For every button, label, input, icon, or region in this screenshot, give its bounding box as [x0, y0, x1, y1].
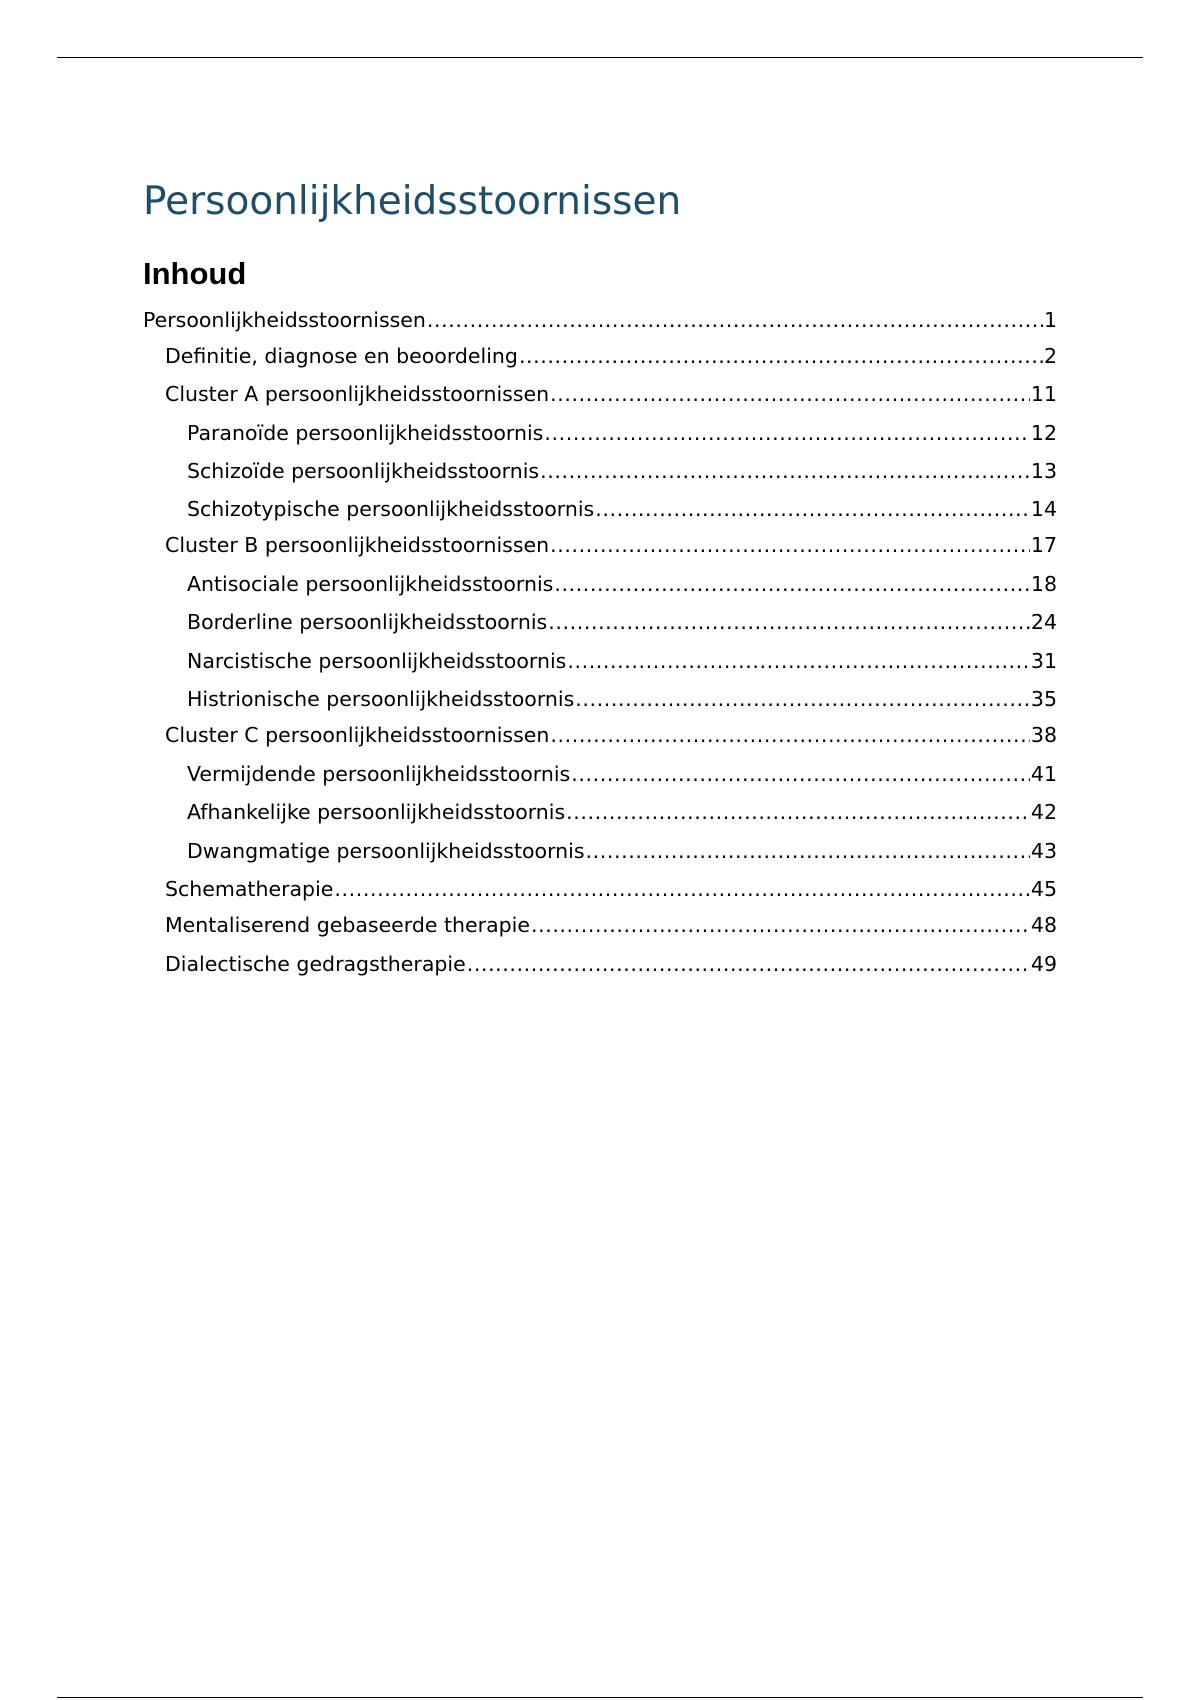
toc-dot-leader — [519, 343, 1043, 369]
toc-entry-label: Definitie, diagnose en beoordeling — [165, 344, 518, 368]
header-rule — [57, 57, 1143, 58]
toc-entry-label: Persoonlijkheidsstoornissen — [143, 308, 426, 332]
toc-entry[interactable] — [165, 532, 1057, 558]
toc-entry-label: Dwangmatige persoonlijkheidsstoornis — [187, 839, 585, 863]
toc-entry-label: Schizoïde persoonlijkheidsstoornis — [187, 459, 540, 483]
toc-entry-page: 35 — [1030, 687, 1057, 711]
toc-entry-label: Cluster B persoonlijkheidsstoornissen — [165, 533, 550, 557]
toc-entry-label: Cluster C persoonlijkheidsstoornissen — [165, 723, 550, 747]
toc-entry-page: 14 — [1030, 497, 1057, 521]
toc-dot-leader — [595, 496, 1030, 522]
toc-entry[interactable] — [165, 343, 1057, 369]
toc-entry[interactable] — [187, 648, 1057, 674]
toc-entry-label: Schizotypische persoonlijkheidsstoornis — [187, 497, 595, 521]
toc-entry-label: Cluster A persoonlijkheidsstoornissen — [165, 382, 550, 406]
toc-entry[interactable] — [165, 912, 1057, 938]
toc-dot-leader — [427, 307, 1043, 333]
toc-entry-page: 17 — [1030, 533, 1057, 557]
toc-entry[interactable] — [165, 722, 1057, 748]
toc-entry-label: Vermijdende persoonlijkheidsstoornis — [187, 762, 571, 786]
toc-entry-page: 42 — [1030, 800, 1057, 824]
toc-entry-label: Dialectische gedragstherapie — [165, 952, 466, 976]
toc-entry[interactable] — [165, 381, 1057, 407]
toc-entry-page: 31 — [1030, 649, 1057, 673]
toc-entry[interactable] — [187, 609, 1057, 635]
toc-entry-label: Afhankelijke persoonlijkheidsstoornis — [187, 800, 566, 824]
toc-entry-page: 38 — [1030, 723, 1057, 747]
toc-entry-page: 2 — [1043, 344, 1057, 368]
toc-dot-leader — [540, 458, 1030, 484]
toc-dot-leader — [550, 532, 1030, 558]
document-title: Persoonlijkheidsstoornissen — [143, 179, 682, 224]
toc-dot-leader — [531, 912, 1030, 938]
toc-entry-page: 1 — [1043, 308, 1057, 332]
toc-entry-page: 49 — [1030, 952, 1057, 976]
toc-dot-leader — [554, 571, 1030, 597]
toc-dot-leader — [571, 761, 1030, 787]
toc-dot-leader — [550, 381, 1030, 407]
toc-entry-label: Borderline persoonlijkheidsstoornis — [187, 610, 548, 634]
toc-entry-label: Histrionische persoonlijkheidsstoornis — [187, 687, 575, 711]
toc-entry-label: Mentaliserend gebaseerde therapie — [165, 913, 530, 937]
toc-dot-leader — [334, 876, 1030, 902]
toc-entry-page: 45 — [1030, 877, 1057, 901]
toc-entry-page: 13 — [1030, 459, 1057, 483]
toc-entry[interactable] — [187, 420, 1057, 446]
toc-dot-leader — [550, 722, 1030, 748]
toc-entry-label: Antisociale persoonlijkheidsstoornis — [187, 572, 554, 596]
toc-entry[interactable] — [187, 571, 1057, 597]
toc-dot-leader — [566, 799, 1030, 825]
toc-entry[interactable] — [187, 458, 1057, 484]
toc-entry-page: 43 — [1030, 839, 1057, 863]
toc-entry[interactable] — [187, 761, 1057, 787]
toc-dot-leader — [586, 838, 1030, 864]
toc-entry[interactable] — [187, 686, 1057, 712]
toc-dot-leader — [548, 609, 1030, 635]
toc-entry[interactable] — [187, 838, 1057, 864]
toc-entry-page: 12 — [1030, 421, 1057, 445]
toc-dot-leader — [575, 686, 1030, 712]
toc-entry-page: 48 — [1030, 913, 1057, 937]
toc-dot-leader — [544, 420, 1030, 446]
footer-rule — [57, 1697, 1143, 1698]
toc-entry[interactable] — [165, 951, 1057, 977]
toc-dot-leader — [567, 648, 1030, 674]
toc-entry[interactable] — [187, 496, 1057, 522]
toc-entry-label: Paranoïde persoonlijkheidsstoornis — [187, 421, 544, 445]
toc-entry-page: 18 — [1030, 572, 1057, 596]
toc-dot-leader — [467, 951, 1030, 977]
toc-entry[interactable] — [165, 876, 1057, 902]
toc-entry-page: 41 — [1030, 762, 1057, 786]
toc-entry-label: Schematherapie — [165, 877, 334, 901]
toc-entry-label: Narcistische persoonlijkheidsstoornis — [187, 649, 567, 673]
toc-heading: Inhoud — [143, 256, 247, 291]
toc-entry-page: 11 — [1030, 382, 1057, 406]
toc-entry-page: 24 — [1030, 610, 1057, 634]
toc-entry[interactable] — [143, 307, 1057, 333]
toc-entry[interactable] — [187, 799, 1057, 825]
